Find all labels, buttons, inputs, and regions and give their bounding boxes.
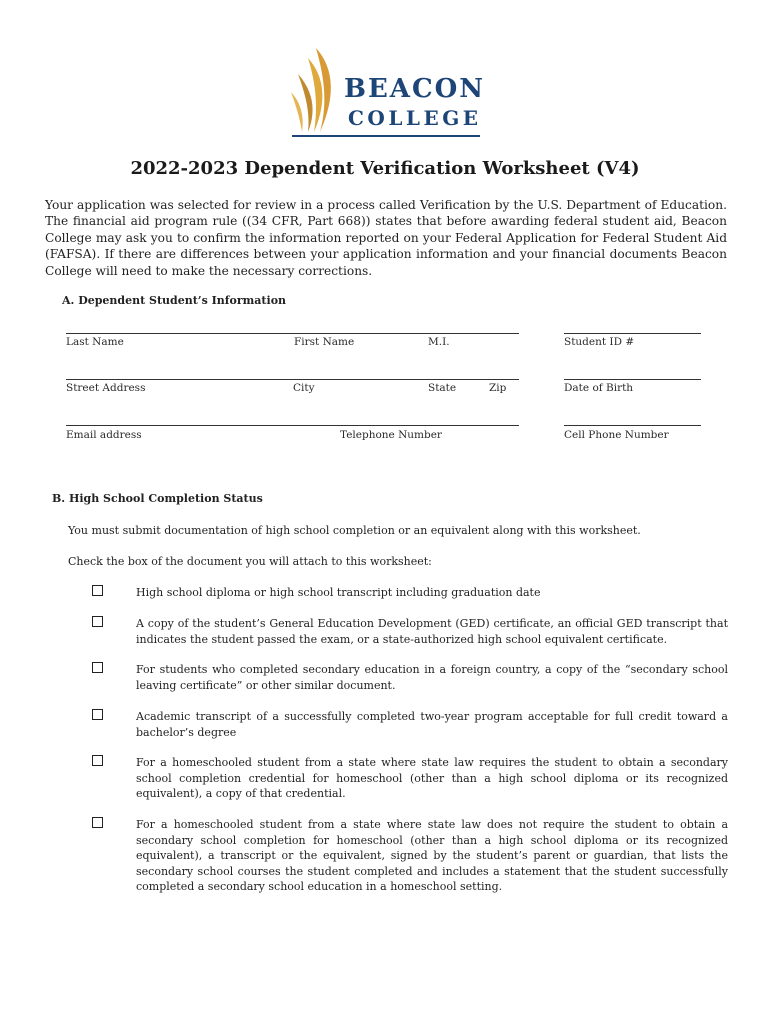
street-address-label: Street Address [66,382,146,394]
dob-line[interactable] [564,379,701,380]
beacon-college-logo [286,44,486,140]
page-title: 2022-2023 Dependent Verification Worksheet (V4) [130,158,640,179]
city-label: City [293,382,315,394]
checkbox-ged[interactable] [92,616,103,627]
option-ged: A copy of the student’s General Education Development (GED) certificate, an official GED transcript that indicates the student passed the exam, or a state-authorized high school equivalent certificate. [136,617,728,646]
address-line[interactable] [66,379,519,380]
state-label: State [428,382,457,394]
dob-label: Date of Birth [564,382,634,394]
option-transcript: Academic transcript of a successfully completed two-year program acceptable for full credit toward a bachelor’s degree [136,710,728,739]
checkbox-homeschool-not-required[interactable] [92,817,103,828]
name-signature-line[interactable] [66,333,519,334]
student-id-line[interactable] [564,333,701,334]
flame-icon [286,44,346,136]
option-foreign: For students who completed secondary education in a foreign country, a copy of the “secondary school leaving certificate” or other similar document. [136,663,728,692]
checkbox-transcript[interactable] [92,709,103,720]
logo-word-beacon: BEACON [344,74,486,104]
checkbox-homeschool-required[interactable] [92,755,103,766]
option-homeschool-not-required: For a homeschooled student from a state where state law does not require the student to obtain a secondary school completion for homeschool (other than a high school diploma or its recognized equivalent), a transcript or the equivalent, signed by the student’s parent or guardian, that lists the secondary school courses the student completed and includes a statement that the student successfully completed a secondary school education in a homeschool setting. [136,818,728,894]
student-id-label: Student ID # [564,336,635,348]
logo-rule [292,135,480,137]
option-diploma: High school diploma or high school transcript including graduation date [136,586,541,599]
instruction-check: Check the box of the document you will attach to this worksheet: [68,555,432,568]
zip-label: Zip [489,382,507,394]
checkbox-foreign[interactable] [92,662,103,673]
mi-label: M.I. [428,336,450,348]
logo-word-college: COLLEGE [348,106,482,130]
cell-phone-line[interactable] [564,425,701,426]
checkbox-diploma[interactable] [92,585,103,596]
telephone-label: Telephone Number [340,429,442,441]
cell-phone-label: Cell Phone Number [564,429,669,441]
first-name-label: First Name [294,336,355,348]
last-name-label: Last Name [66,336,124,348]
email-phone-line[interactable] [66,425,519,426]
section-a-heading: A. Dependent Student’s Information [62,294,287,307]
intro-paragraph: Your application was selected for review in a process called Verification by the U.S. Department of Education. The financial aid program rule ((34 CFR, Part 668)) states that before awarding federal student aid, Beacon College may ask you to confirm the information reported on your Federal Application for Federal Student Aid (FAFSA). If there are differences between your application information and your financial documents Beacon College will need to make the necessary corrections. [45,198,727,278]
email-label: Email address [66,429,142,441]
option-homeschool-required: For a homeschooled student from a state where state law requires the student to obtain a secondary school completion credential for homeschool (other than a high school diploma or its recognized equivalent), a copy of that credential. [136,756,728,801]
instruction-submit: You must submit documentation of high school completion or an equivalent along with this worksheet. [68,524,641,537]
section-b-heading: B. High School Completion Status [52,492,263,505]
